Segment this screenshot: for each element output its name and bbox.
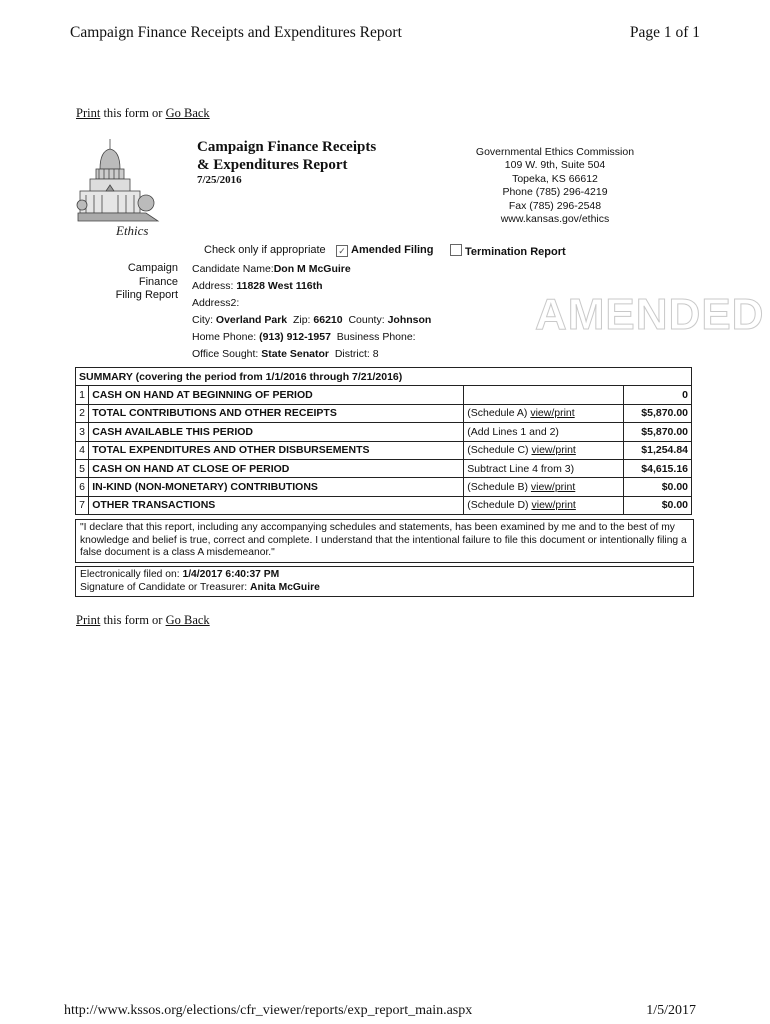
- home-phone-label: Home Phone:: [192, 331, 257, 343]
- signature-label: Signature of Candidate or Treasurer:: [80, 581, 248, 593]
- termination-report-option: [450, 244, 566, 258]
- summary-table: [75, 367, 692, 515]
- amended-watermark: AMENDED: [535, 290, 765, 339]
- report-date: 7/25/2016: [197, 174, 242, 186]
- nav-links-top: [76, 106, 210, 121]
- city-label: City:: [192, 314, 213, 326]
- line-schedule: [464, 459, 624, 477]
- filed-on-label: Electronically filed on:: [80, 569, 180, 580]
- side-label-line2: Filing Report: [115, 289, 178, 301]
- office-value: State Senator: [261, 348, 329, 360]
- print-header-title: Campaign Finance Receipts and Expenditures Report: [70, 24, 402, 41]
- declaration-statement: "I declare that this report, including any accompanying schedules and statements, has been examined by me and to the best of my knowledge and belief is true, correct and complete. I understand that the intentional failure to file this document or intentionally filing a false document is a class A misdemeanor.": [75, 519, 694, 563]
- county-value: Johnson: [387, 314, 432, 326]
- candidate-name-label: Candidate Name:: [192, 263, 274, 275]
- schedule-text: (Schedule A): [467, 407, 531, 420]
- line-label: TOTAL CONTRIBUTIONS AND OTHER RECEIPTS: [89, 404, 464, 422]
- line-label: OTHER TRANSACTIONS: [89, 496, 464, 514]
- print-link[interactable]: Print: [76, 106, 101, 120]
- summary-row: [76, 386, 692, 404]
- line-number: 4: [76, 441, 89, 459]
- filing-type-prompt: Check only if appropriate: [204, 244, 326, 256]
- line-label: CASH AVAILABLE THIS PERIOD: [89, 423, 464, 441]
- line-amount: $1,254.84: [623, 441, 691, 459]
- city-row: [192, 314, 431, 326]
- summary-row: [76, 423, 692, 441]
- agency-contact: [470, 146, 640, 226]
- zip-value: 66210: [313, 314, 343, 326]
- go-back-link[interactable]: Go Back: [165, 106, 210, 120]
- address2-label: Address2:: [192, 297, 240, 309]
- line-label: CASH ON HAND AT BEGINNING OF PERIOD: [89, 386, 464, 404]
- schedule-b-view-print-link[interactable]: view/print: [530, 481, 576, 494]
- agency-street: 109 W. 9th, Suite 504: [504, 159, 606, 172]
- report-title-line2: & Expenditures Report: [197, 157, 348, 173]
- filing-report-side-label: [90, 262, 178, 303]
- go-back-link[interactable]: Go Back: [165, 613, 210, 627]
- termination-report-checkbox[interactable]: [450, 244, 462, 256]
- nav-text: this form or: [100, 106, 166, 120]
- schedule-text: (Schedule C): [467, 444, 532, 457]
- phone-row: [192, 331, 416, 343]
- schedule-c-view-print-link[interactable]: view/print: [531, 444, 576, 457]
- office-label: Office Sought:: [192, 348, 259, 360]
- line-amount: $5,870.00: [623, 404, 691, 422]
- address-row: [192, 280, 323, 292]
- line-label: CASH ON HAND AT CLOSE OF PERIOD: [89, 459, 464, 477]
- nav-links-bottom: [76, 613, 210, 628]
- agency-name: Governmental Ethics Commission: [475, 146, 635, 158]
- summary-row: [76, 478, 692, 496]
- filing-signature-block: [75, 566, 694, 597]
- candidate-name-row: [192, 263, 351, 275]
- line-amount: $0.00: [623, 496, 691, 514]
- agency-fax: Fax (785) 296-2548: [508, 199, 602, 212]
- line-amount: $5,870.00: [623, 423, 691, 441]
- business-phone-label: Business Phone:: [336, 331, 416, 343]
- report-title-line1: Campaign Finance Receipts: [197, 139, 377, 155]
- home-phone-value: (913) 912-1957: [259, 331, 331, 343]
- address2-row: [192, 297, 239, 309]
- schedule-a-view-print-link[interactable]: view/print: [530, 407, 575, 420]
- line-schedule: [464, 496, 624, 514]
- agency-phone: Phone (785) 296-4219: [502, 186, 608, 199]
- line-number: 2: [76, 404, 89, 422]
- side-label-line1: Campaign Finance: [127, 262, 178, 288]
- address-value: 11828 West 116th: [236, 280, 323, 292]
- summary-heading-row: [76, 368, 692, 386]
- amended-filing-option: [336, 244, 434, 257]
- summary-heading: SUMMARY (covering the period from 1/1/2016 through 7/21/2016): [76, 368, 692, 386]
- line-number: 7: [76, 496, 89, 514]
- summary-row: [76, 459, 692, 477]
- line-schedule: [464, 404, 624, 422]
- amended-filing-checkbox[interactable]: ✓: [336, 245, 348, 257]
- summary-row: [76, 404, 692, 422]
- county-label: County:: [348, 314, 385, 326]
- schedule-text: (Schedule D): [467, 499, 532, 512]
- line-amount: $4,615.16: [623, 459, 691, 477]
- office-row: [192, 348, 379, 360]
- logo-ethics-text: Ethics: [116, 223, 149, 237]
- schedule-text: (Add Lines 1 and 2): [467, 425, 559, 438]
- report-title: [197, 138, 376, 174]
- line-number: 3: [76, 423, 89, 441]
- district-label: District:: [334, 348, 370, 360]
- signature-value: Anita McGuire: [250, 581, 320, 593]
- amended-filing-label: Amended Filing: [351, 244, 434, 256]
- agency-website: www.kansas.gov/ethics: [500, 213, 610, 226]
- print-header-page: Page 1 of 1: [629, 24, 700, 41]
- nav-text: this form or: [100, 613, 166, 627]
- candidate-name: Don M McGuire: [273, 263, 351, 275]
- agency-city: Topeka, KS 66612: [512, 172, 598, 185]
- line-number: 1: [76, 386, 89, 404]
- line-amount: $0.00: [623, 478, 691, 496]
- filed-on-row: [80, 569, 689, 582]
- line-amount: 0: [623, 386, 691, 404]
- schedule-text: Subtract Line 4 from 3): [467, 462, 575, 475]
- line-schedule: [464, 441, 624, 459]
- termination-report-label: Termination Report: [465, 246, 566, 258]
- summary-row: [76, 496, 692, 514]
- line-number: 6: [76, 478, 89, 496]
- zip-label: Zip:: [292, 314, 311, 326]
- schedule-text: (Schedule B): [467, 481, 531, 494]
- line-label: TOTAL EXPENDITURES AND OTHER DISBURSEMENTS: [89, 441, 464, 459]
- print-footer-date: 1/5/2017: [646, 1003, 696, 1018]
- ethics-capitol-logo: [76, 135, 162, 237]
- line-schedule: [464, 386, 624, 404]
- line-label: IN-KIND (NON-MONETARY) CONTRIBUTIONS: [89, 478, 464, 496]
- line-schedule: [464, 478, 624, 496]
- summary-row: [76, 441, 692, 459]
- line-number: 5: [76, 459, 89, 477]
- filed-on-value: 1/4/2017 6:40:37 PM: [182, 569, 280, 580]
- address-label: Address:: [192, 280, 234, 292]
- district-value: 8: [372, 348, 379, 360]
- print-link[interactable]: Print: [76, 613, 101, 627]
- line-schedule: [464, 423, 624, 441]
- schedule-d-view-print-link[interactable]: view/print: [531, 499, 576, 512]
- city-value: Overland Park: [215, 314, 288, 326]
- signature-row: [80, 582, 689, 595]
- print-footer-url: http://www.kssos.org/elections/cfr_viewer/reports/exp_report_main.aspx: [64, 1003, 473, 1018]
